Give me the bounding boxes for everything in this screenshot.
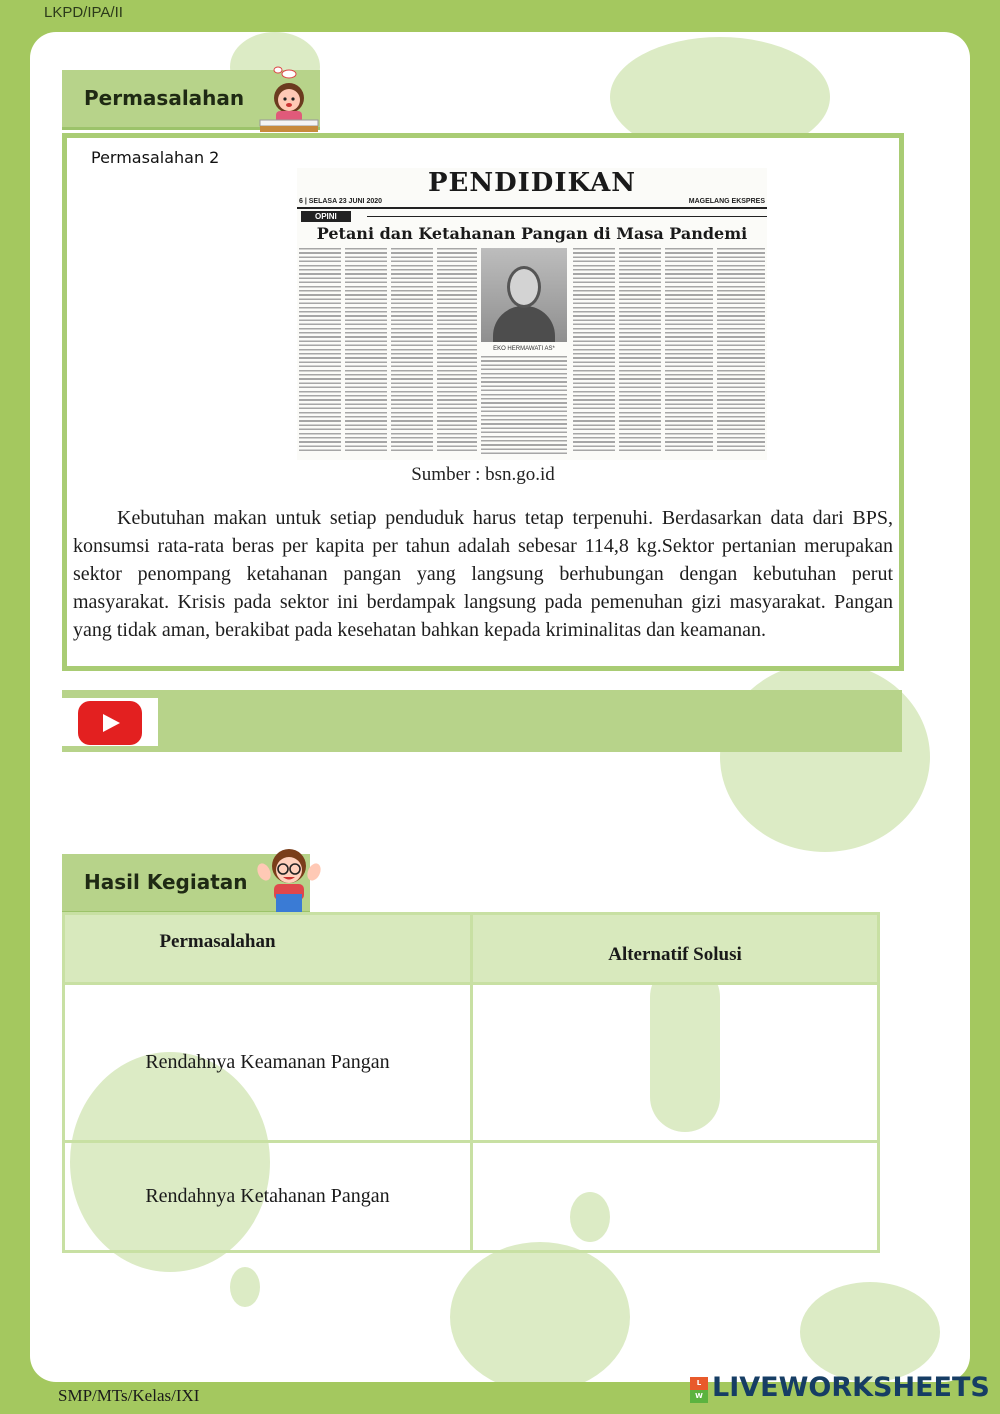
newspaper-rule	[297, 207, 767, 209]
newspaper-text-column	[299, 248, 341, 454]
problem-paragraph: Kebutuhan makan untuk setiap penduduk harus tetap terpenuhi. Berdasarkan data dari BPS, konsumsi rata-rata beras per kapita per tahun adalah sebesar 114,8 kg.Sektor pertanian merupakan sektor penompang ketahanan pangan yang langsung berhubungan dengan kebutuhan perut masyarakat. Krisis pada sektor ini berdampak langsung pada pemenuhan gizi masyarakat. Pangan yang tidak aman, berakibat pada kesehatan bahkan kepada kriminalitas dan keamanan.	[73, 507, 893, 641]
table-cell-problem: Rendahnya Ketahanan Pangan	[64, 1142, 472, 1252]
newspaper-author-photo	[481, 248, 567, 342]
table-cell-solution-input[interactable]	[472, 1142, 879, 1252]
table-header-problem	[64, 914, 472, 984]
youtube-button[interactable]	[62, 698, 158, 746]
video-bar	[62, 690, 902, 752]
newspaper-clipping	[297, 168, 767, 460]
permasalahan-tab-label: Permasalahan	[84, 86, 245, 110]
results-table	[62, 912, 880, 1253]
problem-title: Permasalahan 2	[91, 148, 220, 167]
problem-box	[62, 133, 904, 671]
image-source: Sumber : bsn.go.id	[411, 464, 555, 485]
worksheet-card	[30, 32, 970, 1382]
newspaper-issue-info: 6 | SELASA 23 JUNI 2020	[299, 198, 383, 205]
decor-blob	[800, 1282, 940, 1382]
newspaper-text-column	[437, 248, 477, 454]
newspaper-masthead: PENDIDIKAN	[427, 168, 637, 198]
table-row	[64, 984, 879, 1142]
happy-student-icon	[256, 842, 322, 916]
newspaper-text-column	[619, 248, 661, 454]
newspaper-section: OPINI	[301, 211, 351, 222]
liveworksheets-logo-icon: L W	[690, 1377, 708, 1403]
table-row	[64, 1142, 879, 1252]
newspaper-text-column	[665, 248, 713, 454]
newspaper-publisher: MAGELANG EKSPRES	[688, 198, 765, 205]
newspaper-text-column	[345, 248, 387, 454]
decor-blob	[450, 1242, 630, 1382]
table-cell-problem: Rendahnya Keamanan Pangan	[64, 984, 472, 1142]
newspaper-text-column	[717, 248, 765, 454]
newspaper-rule	[367, 216, 767, 217]
newspaper-text-column	[481, 356, 567, 454]
decor-blob	[230, 1267, 260, 1307]
newspaper-headline: Petani dan Ketahanan Pangan di Masa Pandemi	[316, 224, 748, 243]
hasil-kegiatan-tab-label: Hasil Kegiatan	[84, 870, 248, 894]
newspaper-photo-caption: EKO HERMAWATI AS*	[493, 346, 555, 352]
confused-student-icon	[256, 62, 322, 134]
youtube-play-icon[interactable]	[78, 701, 142, 745]
newspaper-text-column	[391, 248, 433, 454]
table-cell-solution-input[interactable]	[472, 984, 879, 1142]
document-code: LKPD/IPA/II	[44, 4, 123, 21]
newspaper-text-column	[573, 248, 615, 454]
table-header-solution: Alternatif Solusi	[472, 914, 879, 984]
table-header-row	[64, 914, 879, 984]
table-header-problem-label: Permasalahan	[159, 931, 276, 952]
footer-class-label: SMP/MTs/Kelas/IXI	[58, 1386, 200, 1405]
footer-brand[interactable]: LIVEWORKSHEETS	[712, 1372, 990, 1403]
